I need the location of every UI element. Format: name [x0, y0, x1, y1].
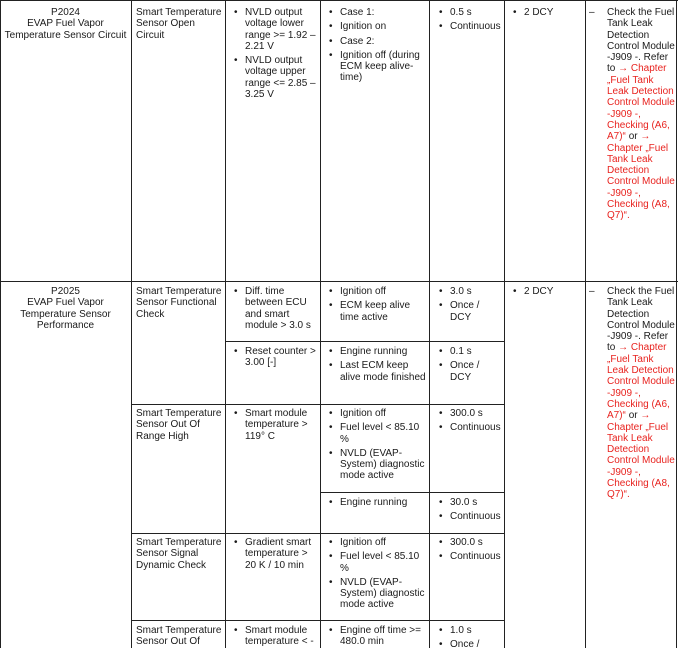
criteria-item: • Gradient smart temperature > 20 K / 10 min [231, 537, 319, 571]
remark-or: or [628, 131, 638, 143]
dtc-description: EVAP Fuel Vapor Temperature Sensor Circuit [4, 18, 127, 41]
time-item: • Continuous [436, 511, 502, 522]
criteria-item: • Diff. time between ECU and smart module > 3.0 s [231, 286, 319, 331]
remark-item [589, 286, 675, 501]
criteria-item: • Smart module temperature < - [231, 625, 319, 648]
time-item: • 1.0 s [436, 625, 502, 636]
remark-text: Check the Fuel Tank Leak Detection Control Module -J909 -. Refer to [607, 7, 675, 75]
time-list [436, 497, 502, 526]
time-item: • Continuous [436, 21, 502, 32]
time-item: • 0.5 s [436, 7, 502, 18]
criteria-list [231, 537, 319, 574]
time-list [436, 625, 502, 654]
time-item: • Once / [436, 639, 502, 650]
conditions-list [326, 286, 426, 326]
conditions-list [326, 625, 426, 651]
mil-item: • 2 DCY [510, 7, 582, 18]
chapter-link[interactable]: → Chapter „Fuel Tank Leak Detection Control Module -J909 -, Checking (A6, A7)“ [607, 63, 675, 143]
condition-item: • Ignition off (during ECM keep alive-time) [326, 50, 426, 84]
time-item: • Continuous [436, 422, 502, 433]
mil-list [510, 286, 582, 300]
condition-item: • Engine running [326, 346, 426, 357]
time-item: • Once / DCY [436, 360, 498, 383]
conditions-list [326, 346, 426, 386]
time-item: • Continuous [436, 551, 502, 562]
chapter-link[interactable]: → Chapter „Fuel Tank Leak Detection Control Module -J909 -, Checking (A8, Q7)“. [607, 410, 675, 501]
conditions-list [326, 497, 426, 511]
monitor-name: Smart Temperature Sensor Functional Check [136, 286, 222, 320]
criteria-item: • NVLD output voltage upper range <= 2.85 – 3.25 V [231, 55, 319, 100]
monitor-name: Smart Temperature Sensor Signal Dynamic Check [136, 537, 222, 571]
time-list [436, 7, 502, 36]
condition-item: • Case 2: [326, 36, 426, 47]
remark-text: Check the Fuel Tank Leak Detection Control Module -J909 -. Refer to [607, 286, 675, 354]
condition-item: • Ignition off [326, 286, 426, 297]
remarks-list [589, 286, 675, 504]
condition-item: • Fuel level < 85.10 % [326, 551, 426, 574]
condition-item: • Last ECM keep alive mode finished [326, 360, 426, 383]
criteria-item: • Reset counter > 3.00 [-] [231, 346, 319, 369]
condition-item: • Fuel level < 85.10 % [326, 422, 426, 445]
mil-item: • 2 DCY [510, 286, 582, 297]
time-list [436, 537, 502, 566]
condition-item: • Ignition off [326, 408, 426, 419]
criteria-list [231, 346, 319, 372]
time-item: • 3.0 s [436, 286, 498, 297]
time-item: • Once / DCY [436, 300, 498, 323]
conditions-list [326, 7, 426, 87]
conditions-list [326, 408, 426, 485]
dtc-cell [1, 286, 130, 331]
monitor-name: Smart Temperature Sensor Open Circuit [136, 7, 222, 41]
condition-item: • Engine running [326, 497, 426, 508]
time-item: • 300.0 s [436, 537, 502, 548]
criteria-list [231, 7, 319, 103]
dtc-code: P2025 [51, 286, 80, 297]
time-list [436, 346, 498, 386]
dtc-cell [1, 7, 130, 41]
condition-item: • ECM keep alive time active [326, 300, 426, 323]
condition-item: • Ignition off [326, 537, 426, 548]
monitor-name: Smart Temperature Sensor Out Of [136, 625, 222, 648]
condition-item: • NVLD (EVAP-System) diagnostic mode active [326, 448, 426, 482]
chapter-link[interactable]: → Chapter „Fuel Tank Leak Detection Control Module -J909 -, Checking (A8, Q7)“. [607, 131, 675, 222]
mil-list [510, 7, 582, 21]
dtc-description: EVAP Fuel Vapor Temperature Sensor Performance [20, 297, 111, 331]
criteria-item: • Smart module temperature > 119° C [231, 408, 319, 442]
criteria-list [231, 625, 319, 651]
condition-item: • Case 1: [326, 7, 426, 18]
condition-item: • Ignition on [326, 21, 426, 32]
time-item: • 0.1 s [436, 346, 498, 357]
conditions-list [326, 537, 426, 614]
chapter-link[interactable]: → Chapter „Fuel Tank Leak Detection Control Module -J909 -, Checking (A6, A7)“ [607, 342, 675, 422]
time-item: • 300.0 s [436, 408, 502, 419]
remarks-list [589, 7, 675, 225]
time-list [436, 408, 502, 437]
criteria-list [231, 408, 319, 445]
criteria-item: • NVLD output voltage lower range >= 1.92 – 2.21 V [231, 7, 319, 52]
remark-item [589, 7, 675, 222]
time-item: • 30.0 s [436, 497, 502, 508]
dtc-code: P2024 [51, 7, 80, 18]
remark-or: or [628, 410, 638, 422]
time-list [436, 286, 498, 326]
monitor-name: Smart Temperature Sensor Out Of Range High [136, 408, 222, 442]
condition-item: • NVLD (EVAP-System) diagnostic mode active [326, 577, 426, 611]
condition-item: • Engine off time >= 480.0 min [326, 625, 426, 648]
criteria-list [231, 286, 319, 334]
